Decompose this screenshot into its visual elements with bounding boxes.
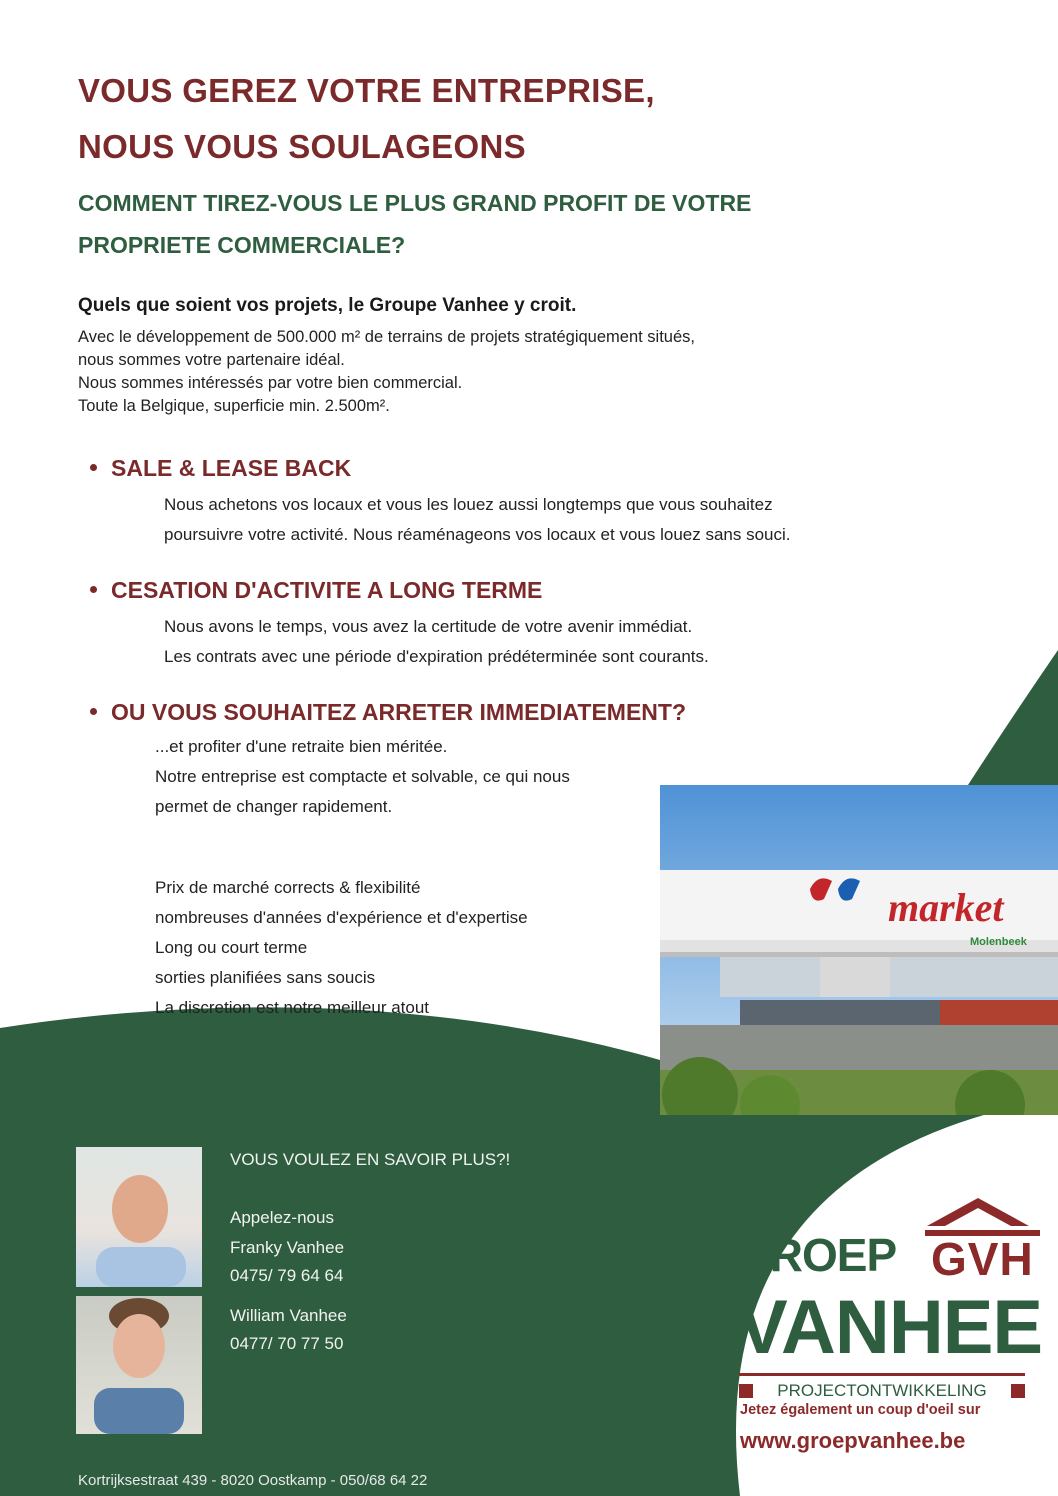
contact-heading: VOUS VOULEZ EN SAVOIR PLUS?! bbox=[230, 1150, 511, 1169]
contact-person2-name: William Vanhee bbox=[230, 1306, 347, 1325]
store-illustration bbox=[660, 785, 1058, 1115]
person-portrait-icon bbox=[76, 1147, 202, 1287]
logo-word-vanhee: VANHEE bbox=[737, 1285, 1043, 1370]
logo-square-right bbox=[1011, 1384, 1025, 1398]
logo-square-left bbox=[739, 1384, 753, 1398]
intro-lead: Quels que soient vos projets, le Groupe Vanhee y croit. bbox=[78, 295, 577, 316]
intro-line: nous sommes votre partenaire idéal. bbox=[78, 351, 345, 369]
feature-item: Long ou court terme bbox=[155, 938, 308, 957]
contact-person2-phone[interactable]: 0477/ 70 77 50 bbox=[230, 1334, 344, 1353]
store-sign-brand: market bbox=[888, 885, 1004, 930]
logo-word-groep: GROEP bbox=[735, 1229, 897, 1281]
subheadline-line-1: COMMENT TIREZ-VOUS LE PLUS GRAND PROFIT DE VOTRE bbox=[78, 190, 752, 216]
bullet-dot bbox=[90, 586, 97, 593]
logo-tagline: PROJECTONTWIKKELING bbox=[777, 1381, 987, 1400]
contact-person1-phone[interactable]: 0475/ 79 64 64 bbox=[230, 1266, 344, 1285]
section-text: ...et profiter d'une retraite bien méritée. bbox=[155, 737, 448, 756]
feature-item: sorties planifiées sans soucis bbox=[155, 968, 376, 987]
feature-item: nombreuses d'années d'expérience et d'expertise bbox=[155, 908, 528, 927]
logo-divider bbox=[739, 1373, 1025, 1376]
logo-tagline-row bbox=[739, 1380, 1025, 1402]
section-text: Les contrats avec une période d'expiration prédéterminée sont courants. bbox=[164, 647, 709, 666]
subheadline-line-2: PROPRIETE COMMERCIALE? bbox=[78, 232, 406, 258]
headline-line-1: VOUS GEREZ VOTRE ENTREPRISE, bbox=[78, 72, 655, 109]
section-heading-stop-immediately: OU VOUS SOUHAITEZ ARRETER IMMEDIATEMENT? bbox=[90, 699, 686, 726]
bullet-dot bbox=[90, 464, 97, 471]
section-text: Notre entreprise est comptacte et solvable, ce qui nous bbox=[155, 767, 570, 786]
person-portrait-icon bbox=[76, 1296, 202, 1434]
section-text: poursuivre votre activité. Nous réaménageons vos locaux et vous louez sans souci. bbox=[164, 525, 791, 544]
section-heading-cessation: CESATION D'ACTIVITE A LONG TERME bbox=[90, 577, 542, 604]
section-text: Nous avons le temps, vous avez la certitude de votre avenir immédiat. bbox=[164, 617, 693, 636]
intro-line: Nous sommes intéressés par votre bien commercial. bbox=[78, 374, 463, 392]
feature-item: La discretion est notre meilleur atout bbox=[155, 998, 430, 1017]
headline-line-2: NOUS VOUS SOULAGEONS bbox=[78, 128, 526, 165]
section-heading-sale-lease-back: SALE & LEASE BACK bbox=[90, 455, 351, 482]
photo-william-vanhee bbox=[76, 1296, 202, 1434]
section-text: permet de changer rapidement. bbox=[155, 797, 393, 816]
footer-address: Kortrijksestraat 439 - 8020 Oostkamp - 050/68 64 22 bbox=[78, 1472, 428, 1489]
section-text: Nous achetons vos locaux et vous les louez aussi longtemps que vous souhaitez bbox=[164, 495, 773, 514]
feature-item: Prix de marché corrects & flexibilité bbox=[155, 878, 421, 897]
bullet-dot bbox=[90, 708, 97, 715]
logo-cta: Jetez également un coup d'oeil sur bbox=[740, 1402, 981, 1418]
intro-line: Avec le développement de 500.000 m² de terrains de projets stratégiquement situés, bbox=[78, 328, 695, 346]
photo-franky-vanhee bbox=[76, 1147, 202, 1287]
contact-call-label: Appelez-nous bbox=[230, 1208, 334, 1227]
store-sign-sub: Molenbeek bbox=[970, 936, 1027, 948]
groep-vanhee-logo bbox=[735, 1190, 1043, 1430]
contact-person1-name: Franky Vanhee bbox=[230, 1238, 345, 1257]
intro-line: Toute la Belgique, superficie min. 2.500m². bbox=[78, 397, 390, 415]
house-roof-icon bbox=[923, 1194, 1033, 1228]
logo-mark-gvh: GVH bbox=[925, 1230, 1040, 1284]
website-link[interactable]: www.groepvanhee.be bbox=[740, 1428, 966, 1453]
store-photo bbox=[660, 785, 1058, 1115]
